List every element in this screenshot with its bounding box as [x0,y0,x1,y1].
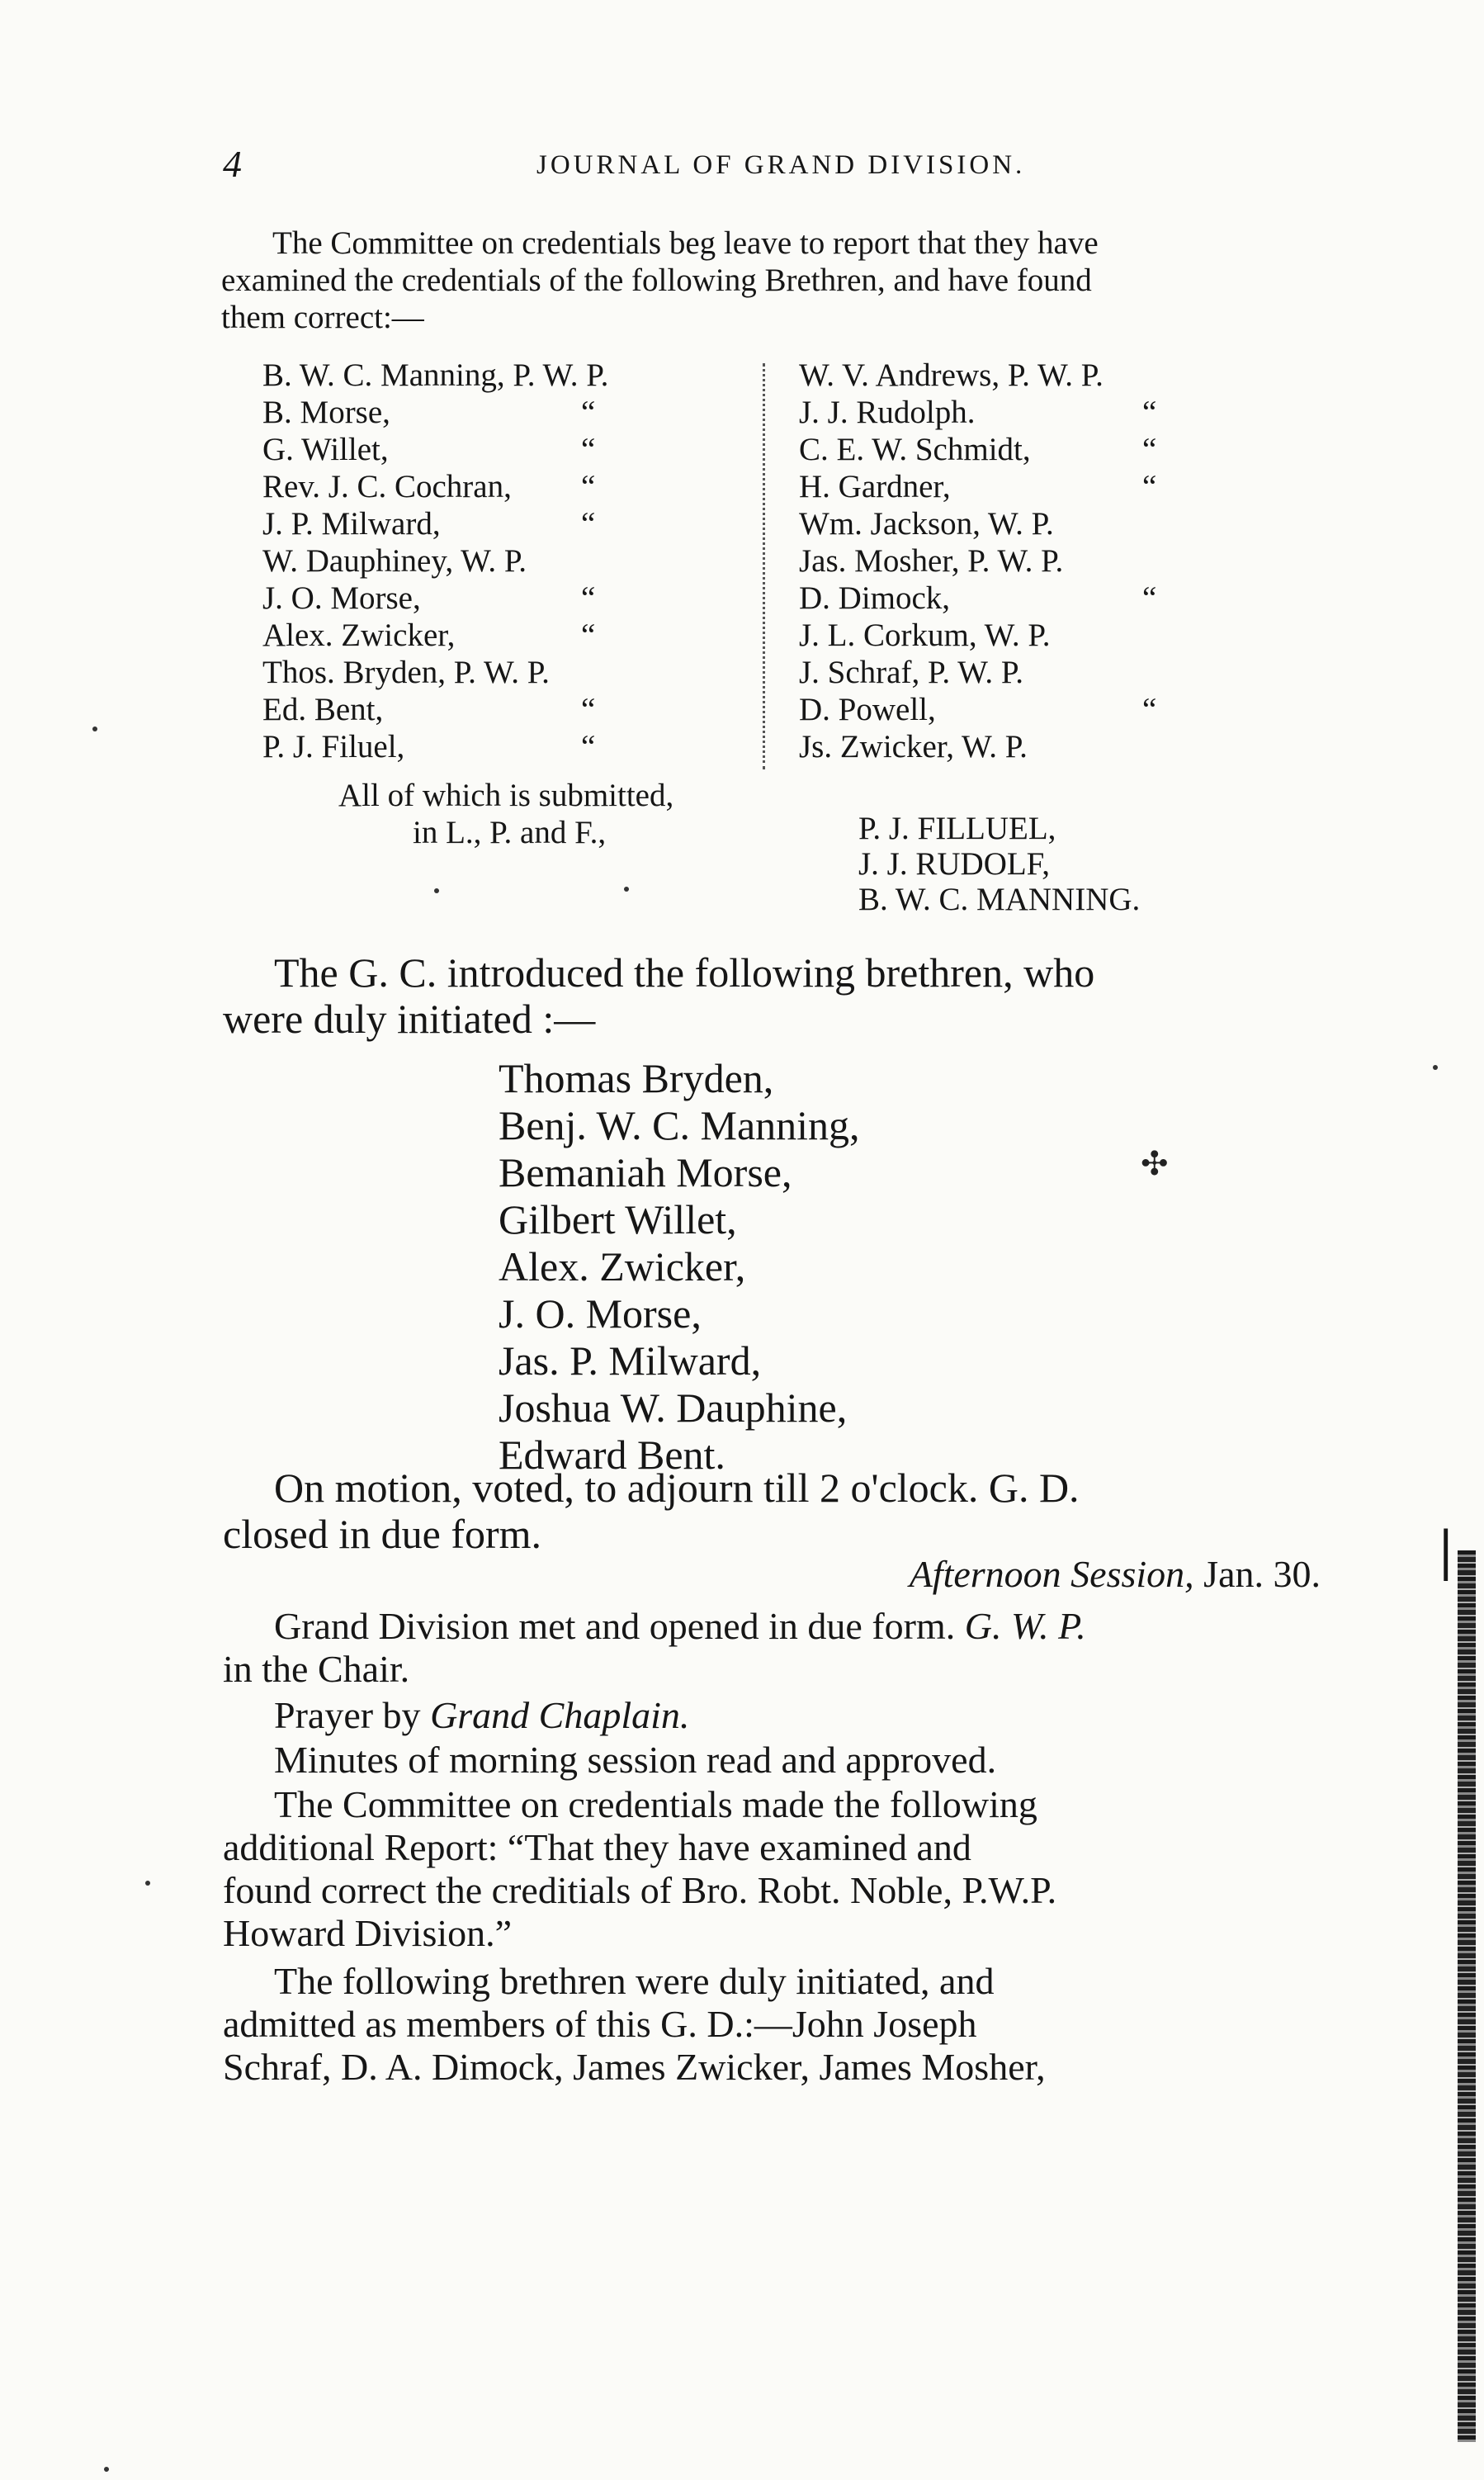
ink-speck [624,887,629,892]
running-head: JOURNAL OF GRAND DIVISION. [536,150,1026,180]
credential-entry: J. J. Rudolph. “ [799,395,1157,430]
ink-speck [92,726,97,731]
initiates-list [499,1055,860,1479]
initiate-name: Jas. P. Milward, [499,1337,762,1384]
signatory: B. W. C. MANNING. [858,882,1141,917]
opened-paragraph [223,1605,1321,1691]
page-number: 4 [223,143,242,185]
introduction-paragraph [223,949,1321,1042]
session-title: Afternoon Session, [909,1553,1194,1595]
credential-entry: Jas. Mosher, P. W. P. [799,543,1064,579]
credential-entry: C. E. W. Schmidt, “ [799,432,1157,467]
opened-text: Grand Division met and opened in due form. [274,1605,956,1647]
credential-entry: P. J. Filuel, “ [262,729,596,764]
intro-line: them correct:— [221,300,424,335]
admitted-line: admitted as members of this G. D.:—John Joseph [223,2003,977,2045]
minutes-text: Minutes of morning session read and approved. [274,1739,997,1781]
credential-entry: J. L. Corkum, W. P. [799,618,1051,653]
credential-entry: Rev. J. C. Cochran, “ [262,469,596,504]
adjourn-paragraph [223,1465,1321,1557]
additional-report-paragraph [223,1783,1321,1955]
credential-entry: Wm. Jackson, W. P. [799,506,1054,542]
credentials-left-column [262,357,725,765]
admitted-line: Schraf, D. A. Dimock, James Zwicker, James Mosher, [223,2046,1046,2088]
credential-entry: H. Gardner, “ [799,469,1157,504]
credential-entry: J. O. Morse, “ [262,580,596,616]
credential-entry: B. Morse, “ [262,395,596,430]
submitted-line: All of which is submitted, [338,778,674,813]
chair-text: in the Chair. [223,1648,410,1690]
initiate-name: Alex. Zwicker, [499,1243,746,1290]
credential-entry: Thos. Bryden, P. W. P. [262,655,550,690]
afternoon-session-heading [738,1552,1321,1596]
page-header [223,142,1321,192]
initiate-name: Thomas Bryden, [499,1055,774,1101]
ink-speck [434,888,439,893]
report-line: additional Report: “That they have examined and [223,1826,971,1868]
credential-entry: D. Powell, “ [799,692,1157,727]
chair-name: G. W. P. [964,1605,1086,1647]
initiate-name: J. O. Morse, [499,1290,702,1337]
prayer-prefix: Prayer by [274,1694,421,1736]
introduction-line: The G. C. introduced the following brethren, who [274,949,1095,996]
initiate-name: Edward Bent. [499,1432,725,1478]
minutes-line [223,1739,1321,1782]
adjourn-line: closed in due form. [223,1511,542,1557]
credentials-right-column [799,357,1294,765]
credential-entry: Js. Zwicker, W. P. [799,729,1028,764]
session-date: Jan. 30. [1203,1553,1321,1595]
report-line: Howard Division.” [223,1912,513,1954]
signatory: J. J. RUDOLF, [858,846,1051,882]
ink-speck [145,1881,150,1886]
report-line: The Committee on credentials made the following [274,1783,1037,1825]
initiate-name: Gilbert Willet, [499,1196,737,1242]
binding-edge-mark: | [1439,1518,1453,1582]
credential-entry: B. W. C. Manning, P. W. P. [262,357,609,393]
admitted-paragraph [223,1960,1321,2089]
credential-entry: J. P. Milward, “ [262,506,596,542]
credentials-report-intro [221,225,1311,336]
prayer-name: Grand Chaplain. [430,1694,690,1736]
prayer-line [223,1694,1321,1737]
signatory: P. J. FILLUEL, [858,811,1056,846]
column-divider [763,363,765,769]
intro-line: examined the credentials of the following Brethren, and have found [221,263,1092,298]
initiate-name: Joshua W. Dauphine, [499,1384,848,1431]
ink-speck [104,2467,109,2472]
credential-entry: Ed. Bent, “ [262,692,596,727]
initiate-name: Bemaniah Morse, [499,1149,792,1195]
introduction-line: were duly initiated :— [223,996,596,1042]
adjourn-line: On motion, voted, to adjourn till 2 o'clock. G. D. [274,1465,1080,1511]
binding-edge-strip [1458,1550,1476,2442]
credential-entry: J. Schraf, P. W. P. [799,655,1023,690]
signatories [858,811,1140,917]
initiate-name: Benj. W. C. Manning, [499,1102,860,1148]
credential-entry: Alex. Zwicker, “ [262,618,596,653]
printer-mark-icon: ✣ [1141,1145,1169,1182]
submitted-line: in L., P. and F., [413,815,607,850]
ink-speck [1433,1065,1438,1070]
intro-line: The Committee on credentials beg leave to report that they have [272,225,1099,261]
credential-entry: W. V. Andrews, P. W. P. [799,357,1104,393]
credential-entry: D. Dimock, “ [799,580,1157,616]
credential-entry: G. Willet, “ [262,432,596,467]
report-line: found correct the creditials of Bro. Robt. Noble, P.W.P. [223,1869,1057,1911]
credential-entry: W. Dauphiney, W. P. [262,543,527,579]
admitted-line: The following brethren were duly initiated, and [274,1960,995,2002]
